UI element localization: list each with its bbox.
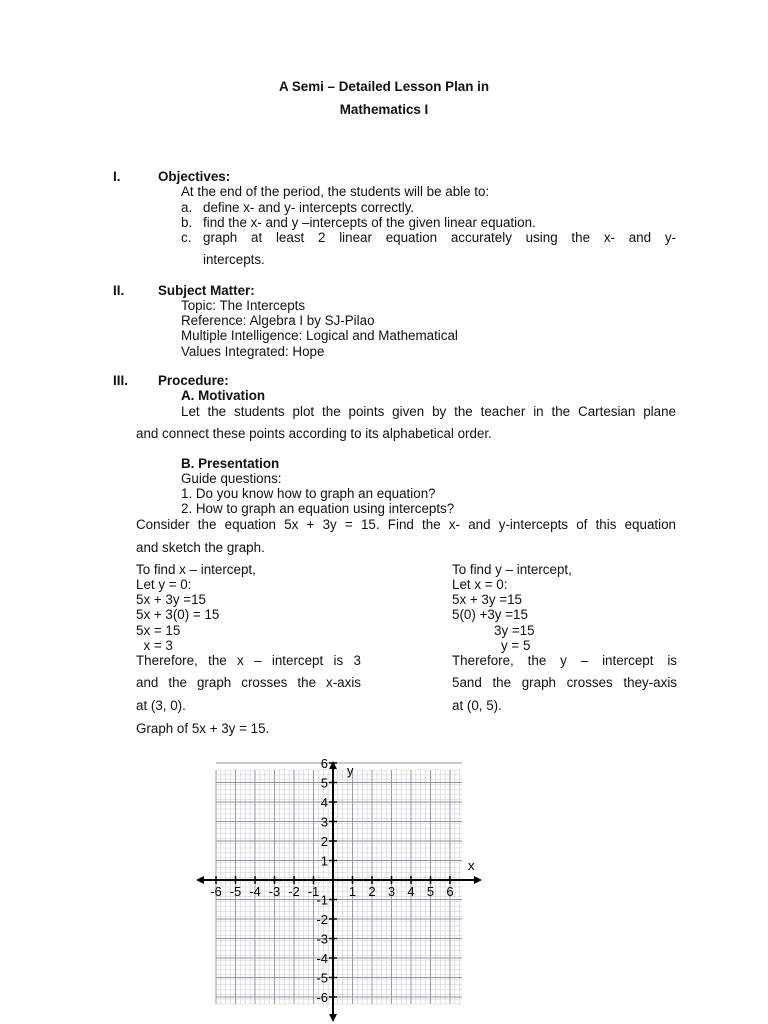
y-axis-arrow-up <box>329 761 337 769</box>
y-tick-label: -2 <box>316 912 328 927</box>
x-tick-label: -4 <box>249 884 261 899</box>
y-tick-label: 2 <box>320 834 328 849</box>
y-tick-label: 4 <box>320 795 328 810</box>
subject-topic: Topic: The Intercepts <box>181 298 306 313</box>
x-axis-arrow-left <box>196 876 204 884</box>
objectives-heading: Objectives: <box>158 169 231 184</box>
x-tick-label: 6 <box>446 884 454 899</box>
motivation-line-2: and connect these points according to its alphabetical order. <box>136 426 492 441</box>
y-tick-label: 6 <box>320 758 328 771</box>
procedure-heading: Procedure: <box>158 373 229 388</box>
x-intercept-conclusion-1: Therefore, the x – intercept is 3 <box>136 653 361 668</box>
guide-questions-label: Guide questions: <box>181 471 282 486</box>
document-subtitle: Mathematics I <box>339 102 429 117</box>
objectives-numeral: I. <box>113 169 121 184</box>
y-tick-label: -3 <box>316 931 328 947</box>
x-tick-label: -5 <box>229 884 242 899</box>
y-intercept-conclusion-2: 5and the graph crosses they-axis <box>452 675 677 690</box>
tick-labels <box>210 758 453 1005</box>
y-intercept-step-4: 5(0) +3y =15 <box>452 607 528 622</box>
x-tick-label: 2 <box>368 884 376 899</box>
x-intercept-step-3: 5x + 3y =15 <box>136 592 206 607</box>
y-intercept-step-1: To find y – intercept, <box>452 562 572 577</box>
x-tick-label: -3 <box>268 884 281 899</box>
x-axis-label: x <box>468 858 475 873</box>
x-tick-label: -2 <box>288 884 300 899</box>
y-tick-label: -6 <box>316 990 328 1005</box>
procedure-numeral: III. <box>113 373 128 388</box>
y-intercept-conclusion-1: Therefore, the y – intercept is <box>452 653 677 668</box>
x-tick-label: 3 <box>387 884 396 899</box>
y-tick-label: 1 <box>320 853 328 869</box>
y-tick-label: -5 <box>316 970 328 986</box>
objective-item-a: define x- and y- intercepts correctly. <box>203 200 415 215</box>
y-tick-label: -1 <box>316 892 328 908</box>
x-intercept-step-5: 5x = 15 <box>136 623 181 638</box>
objective-marker-c: c. <box>181 230 192 245</box>
objective-item-b: find the x- and y –intercepts of the given linear equation. <box>203 215 536 230</box>
motivation-line-1: Let the students plot the points given by the teacher in the Cartesian plane <box>181 404 676 419</box>
x-intercept-step-1: To find x – intercept, <box>136 562 256 577</box>
x-axis-arrow-right <box>474 876 482 884</box>
subject-reference: Reference: Algebra I by SJ-Pilao <box>181 313 375 328</box>
guide-question-2: 2. How to graph an equation using intercepts? <box>181 501 455 516</box>
y-intercept-step-6: y = 5 <box>501 638 531 653</box>
objective-item-c: graph at least 2 linear equation accurately using the x- and y- <box>203 230 676 245</box>
document-title: A Semi – Detailed Lesson Plan in <box>278 79 490 94</box>
y-intercept-conclusion-3: at (0, 5). <box>452 698 502 713</box>
objective-marker-b: b. <box>181 215 193 230</box>
subject-matter-heading: Subject Matter: <box>158 283 255 298</box>
y-tick-label: 3 <box>320 814 328 830</box>
x-tick-label: -1 <box>307 884 320 899</box>
y-intercept-step-3: 5x + 3y =15 <box>452 592 522 607</box>
consider-line-1: Consider the equation 5x + 3y = 15. Find the x- and y-intercepts of this equation <box>136 517 676 532</box>
y-tick-label: 5 <box>320 775 328 791</box>
x-intercept-conclusion-3: at (3, 0). <box>136 698 186 713</box>
presentation-heading: B. Presentation <box>181 456 280 471</box>
y-axis-arrow-down <box>329 1014 337 1022</box>
objective-item-c-continued: intercepts. <box>203 252 265 267</box>
consider-line-2: and sketch the graph. <box>136 540 265 555</box>
y-axis-label: y <box>347 763 354 778</box>
x-intercept-step-2: Let y = 0: <box>136 577 192 592</box>
coordinate-plane <box>192 758 492 1024</box>
x-tick-label: -6 <box>210 884 222 899</box>
x-tick-label: 5 <box>426 884 435 899</box>
subject-matter-numeral: II. <box>113 283 125 298</box>
x-intercept-step-4: 5x + 3(0) = 15 <box>136 607 220 622</box>
subject-intelligence: Multiple Intelligence: Logical and Mathematical <box>181 328 458 343</box>
graph-caption: Graph of 5x + 3y = 15. <box>136 721 270 736</box>
y-intercept-step-2: Let x = 0: <box>452 577 508 592</box>
objectives-intro: At the end of the period, the students will be able to: <box>181 184 490 199</box>
objective-marker-a: a. <box>181 200 193 215</box>
x-tick-label: 1 <box>348 884 357 899</box>
x-intercept-conclusion-2: and the graph crosses the x-axis <box>136 675 361 690</box>
guide-question-1: 1. Do you know how to graph an equation? <box>181 486 436 501</box>
x-tick-label: 4 <box>407 884 415 899</box>
subject-values: Values Integrated: Hope <box>181 344 325 359</box>
y-intercept-step-5: 3y =15 <box>494 623 535 638</box>
x-intercept-step-6: x = 3 <box>136 638 173 653</box>
y-tick-label: -4 <box>316 951 328 966</box>
motivation-heading: A. Motivation <box>181 388 266 403</box>
